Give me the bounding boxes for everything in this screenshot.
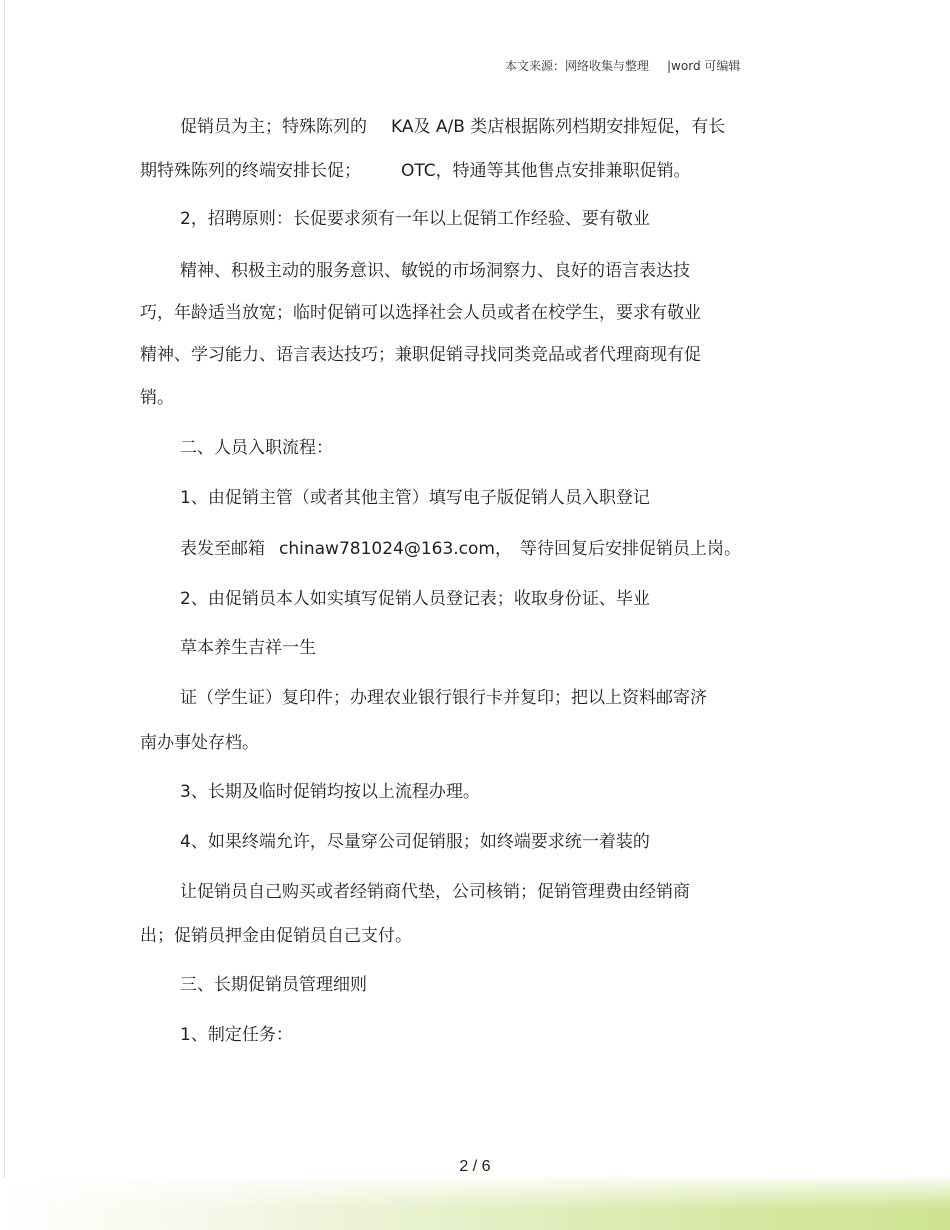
section-heading: 三、长期促销员管理细则 [180, 975, 367, 995]
section-heading: 二、人员入职流程： [180, 438, 333, 458]
text-run: 表发至邮箱 [180, 539, 265, 559]
body-line: 巧，年龄适当放宽；临时促销可以选择社会人员或者在校学生，要求有敬业 [140, 303, 701, 323]
email-address: chinaw781024@163.com， [279, 539, 512, 559]
footer-decoration [0, 1178, 950, 1230]
body-line: 2、由促销员本人如实填写促销人员登记表；收取身份证、毕业 [180, 589, 650, 609]
body-line [180, 538, 741, 560]
body-line: 出；促销员押金由促销员自己支付。 [140, 926, 412, 946]
body-line: 南办事处存档。 [140, 733, 259, 753]
body-line: 销。 [140, 388, 174, 408]
body-line: 1、由促销主管（或者其他主管）填写电子版促销人员入职登记 [180, 488, 650, 508]
text-run: OTC，特通等其他售点安排兼职促销。 [401, 161, 691, 181]
body-line: 精神、学习能力、语言表达技巧；兼职促销寻找同类竞品或者代理商现有促 [140, 345, 701, 365]
body-line: 精神、积极主动的服务意识、敏锐的市场洞察力、良好的语言表达技 [180, 261, 690, 281]
text-run: 促销员为主；特殊陈列的 [180, 117, 367, 137]
body-line: 4、如果终端允许，尽量穿公司促销服；如终端要求统一着装的 [180, 832, 650, 852]
text-run: 期特殊陈列的终端安排长促； [140, 161, 361, 181]
inserted-line: 草本养生吉祥一生 [180, 638, 316, 658]
body-line [180, 116, 725, 138]
body-line: 让促销员自己购买或者经销商代垫，公司核销；促销管理费由经销商 [180, 882, 690, 902]
header-edit-label: |word 可编辑 [667, 59, 741, 73]
page-header [505, 57, 740, 74]
page-left-border [4, 0, 5, 1230]
body-line: 2，招聘原则：长促要求须有一年以上促销工作经验、要有敬业 [180, 209, 650, 229]
body-line [140, 160, 691, 182]
text-run: KA及 A/B 类店根据陈列档期安排短促，有长 [391, 117, 726, 137]
header-source-label: 本文来源：网络收集与整理 [505, 59, 650, 73]
body-line: 3、长期及临时促销均按以上流程办理。 [180, 782, 480, 802]
body-line: 证（学生证）复印件；办理农业银行银行卡并复印；把以上资料邮寄济 [180, 688, 707, 708]
body-line: 1、制定任务： [180, 1025, 293, 1045]
text-run: 等待回复后安排促销员上岗。 [520, 539, 741, 559]
page-number: 2 / 6 [459, 1158, 491, 1175]
